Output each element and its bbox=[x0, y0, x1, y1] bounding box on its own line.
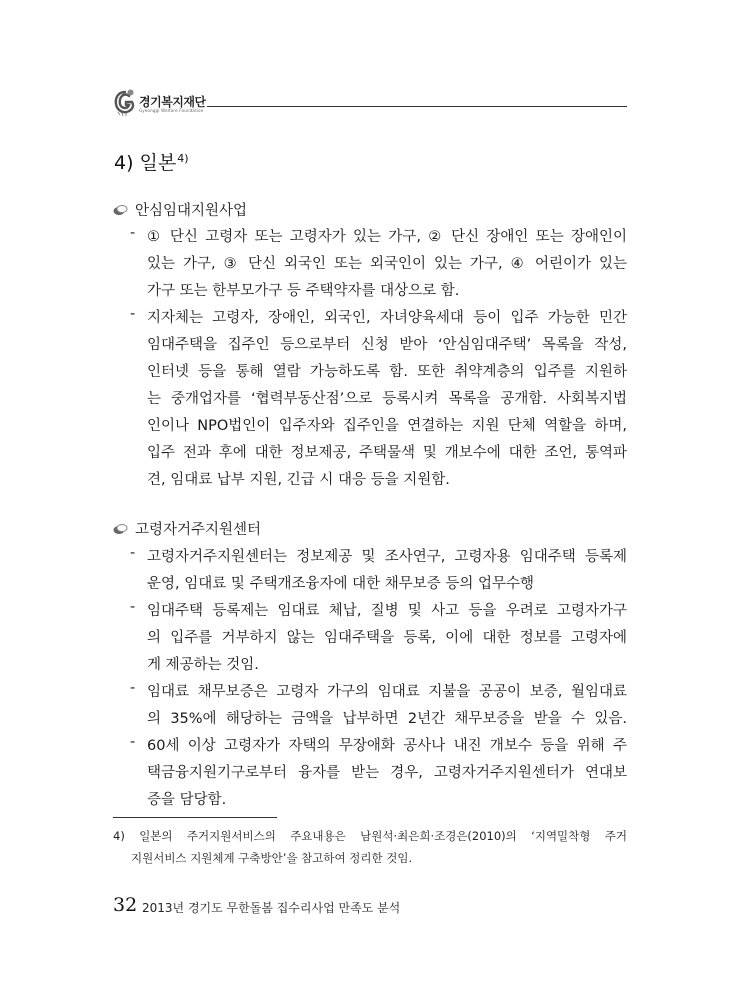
paragraph-line: 택금융지원기구로부터 융자를 받는 경우, 고령자거주지원센터가 연대보 bbox=[147, 765, 627, 781]
paragraph-line: 입주 전과 후에 대한 정보제공, 주택물색 및 개보수에 대한 조언, 통역파 bbox=[147, 445, 627, 461]
organization-tagline: Gyeonggi Welfare Foundation bbox=[139, 108, 204, 113]
bullet-icon bbox=[113, 204, 129, 216]
paragraph-line: 견, 임대료 납부 지원, 긴급 시 대응 등을 지원함. bbox=[147, 472, 450, 488]
paragraph-line: 임대료 채무보증은 고령자 가구의 임대료 지불을 공공이 보증, 월임대료 bbox=[147, 684, 627, 700]
list-dash: - bbox=[130, 306, 136, 322]
paragraph-line: 60세 이상 고령자가 자택의 무장애화 공사나 내진 개보수 등을 위해 주 bbox=[147, 738, 627, 754]
section-title bbox=[114, 148, 189, 175]
paragraph-line: ① 단신 고령자 또는 고령자가 있는 가구, ② 단신 장애인 또는 장애인이 bbox=[147, 229, 627, 245]
section-title-text: 4) 일본 bbox=[114, 152, 177, 174]
footnote-line: 4) 일본의 주거지원서비스의 주요내용은 남원석·최은희·조경은(2010)의 ‘지역밀착형 주거 bbox=[113, 829, 627, 843]
header-divider bbox=[207, 106, 627, 107]
list-dash: - bbox=[130, 545, 136, 561]
paragraph-line: 고령자거주지원센터는 정보제공 및 조사연구, 고령자용 임대주택 등록제 bbox=[147, 549, 627, 565]
bullet-icon bbox=[113, 523, 129, 535]
paragraph-line: 인터넷 등을 통해 열람 가능하도록 함. 또한 취약계층의 입주를 지원하 bbox=[147, 364, 627, 380]
paragraph-line: 임대주택을 집주인 등으로부터 신청 받아 ‘안심임대주택’ 목록을 작성, bbox=[147, 337, 627, 353]
paragraph-line: 지자체는 고령자, 장애인, 외국인, 자녀양육세대 등이 입주 가능한 민간 bbox=[147, 310, 627, 326]
paragraph-line: 의 35%에 해당하는 금액을 납부하면 2년간 채무보증을 받을 수 있음. bbox=[147, 711, 627, 727]
subsection-heading bbox=[113, 518, 261, 539]
list-dash: - bbox=[130, 225, 136, 241]
subsection-heading bbox=[113, 199, 247, 220]
page-number: 32 bbox=[113, 894, 138, 916]
subsection-heading-text: 안심임대지원사업 bbox=[135, 203, 248, 219]
running-title: 2013년 경기도 무한돌봄 집수리사업 만족도 분석 bbox=[142, 901, 401, 915]
paragraph-line: 있는 가구, ③ 단신 외국인 또는 외국인이 있는 가구, ④ 어린이가 있는 bbox=[147, 256, 627, 272]
subsection-heading-text: 고령자거주지원센터 bbox=[135, 522, 262, 538]
paragraph-line: 는 중개업자를 ‘협력부동산점’으로 등록시켜 목록을 공개함. 사회복지법 bbox=[147, 391, 627, 407]
footnote-reference: 4) bbox=[177, 152, 189, 165]
paragraph-line: 가구 또는 한부모가구 등 주택약자를 대상으로 함. bbox=[147, 283, 460, 299]
foundation-logo-icon bbox=[113, 88, 137, 116]
paragraph-line: 증을 담당함. bbox=[147, 792, 227, 808]
paragraph-line: 인이나 NPO법인이 입주자와 집주인을 연결하는 지원 단체 역할을 하며, bbox=[147, 418, 627, 434]
footnote-line: 지원서비스 지원체계 구축방안’을 참고하여 정리한 것임. bbox=[131, 851, 413, 865]
list-dash: - bbox=[130, 599, 136, 615]
footnote-divider bbox=[113, 817, 277, 818]
list-dash: - bbox=[130, 680, 136, 696]
paragraph-line: 게 제공하는 것임. bbox=[147, 657, 259, 673]
paragraph-line: 임대주택 등록제는 임대료 체납, 질병 및 사고 등을 우려로 고령자가구 bbox=[147, 603, 627, 619]
organization-name: 경기복지재단 bbox=[139, 95, 206, 109]
paragraph-line: 의 입주를 거부하지 않는 임대주택을 등록, 이에 대한 정보를 고령자에 bbox=[147, 630, 627, 646]
paragraph-line: 운영, 임대료 및 주택개조융자에 대한 채무보증 등의 업무수행 bbox=[147, 576, 535, 592]
list-dash: - bbox=[130, 734, 136, 750]
